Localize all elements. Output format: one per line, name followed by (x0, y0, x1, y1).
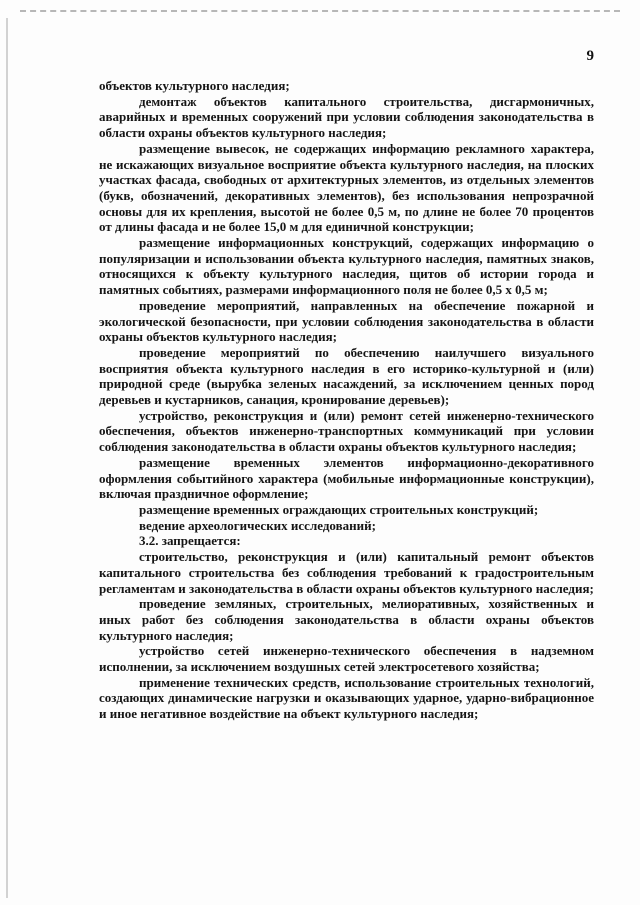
paragraph: ведение археологических исследований; (139, 517, 376, 533)
section-heading: 3.2. запрещается: (139, 533, 241, 549)
page-number: 9 (586, 48, 594, 64)
paragraph: строительство, реконструкция и (или) капитальный ремонт объектов капитального строительства без соблюдения требований к градостроительным регламентам и законодательства в области охраны объектов культурного наследия; (99, 549, 594, 596)
paragraph: размещение вывесок, не содержащих информацию рекламного характера, не искажающих визуальное восприятие объекта культурного наследия, на плоских участках фасада, свободных от архитектурных элементов, из отдельных элементов (букв, обозначений, декоративных элементов), без использования непрозрачной основы для их крепления, высотой не более 0,5 м, по длине не более 70 процентов от длины фасада и не более 15,0 м для единичной конструкции; (99, 140, 594, 235)
paragraph: размещение информационных конструкций, содержащих информацию о популяризации и использовании объекта культурного наследия, памятных знаков, относящихся к объекту культурного наследия, щитов об истории города и памятных событиях, размерами информационного поля не более 0,5 х 0,5 м; (99, 235, 594, 298)
paragraph: проведение мероприятий, направленных на обеспечение пожарной и экологической безопасности, при условии соблюдения законодательства в области охраны объектов культурного наследия; (99, 297, 594, 345)
scan-edge-left (6, 18, 8, 898)
paragraph: объектов культурного наследия; (99, 78, 290, 93)
paragraph: проведение мероприятий по обеспечению наилучшего визуального восприятия объекта культурного наследия в его историко-культурной и (или) природной среде (вырубка зеленых насаждений, за исключением ценных пород деревьев и кустарников, санация, кронирование деревьев); (99, 344, 594, 408)
paragraph: размещение временных элементов информационно-декоративного оформления событийного характера (мобильные информационные конструкции), включая праздничное оформление; (99, 454, 594, 502)
paragraph: проведение земляных, строительных, мелиоративных, хозяйственных и иных работ без соблюдения законодательства в области охраны объектов культурного наследия; (99, 596, 594, 643)
paragraph: размещение временных ограждающих строительных конструкций; (139, 501, 539, 517)
paragraph: применение технических средств, использование строительных технологий, создающих динамические нагрузки и оказывающих ударное, ударно-вибрационное и иное негативное воздействие на объект культурного наследия; (99, 674, 594, 722)
document-body (99, 78, 594, 722)
paragraph: устройство сетей инженерно-технического обеспечения в надземном исполнении, за исключением воздушных сетей электросетевого хозяйства; (99, 643, 594, 675)
paragraph: устройство, реконструкция и (или) ремонт сетей инженерно-технического обеспечения, объектов инженерно-транспортных коммуникаций при условии соблюдения законодательства в области охраны объектов культурного наследия; (99, 407, 594, 455)
paragraph: демонтаж объектов капитального строительства, дисгармоничных, аварийных и временных сооружений при условии соблюдения законодательства в области охраны объектов культурного наследия; (99, 93, 594, 141)
scan-edge-top (20, 10, 620, 12)
